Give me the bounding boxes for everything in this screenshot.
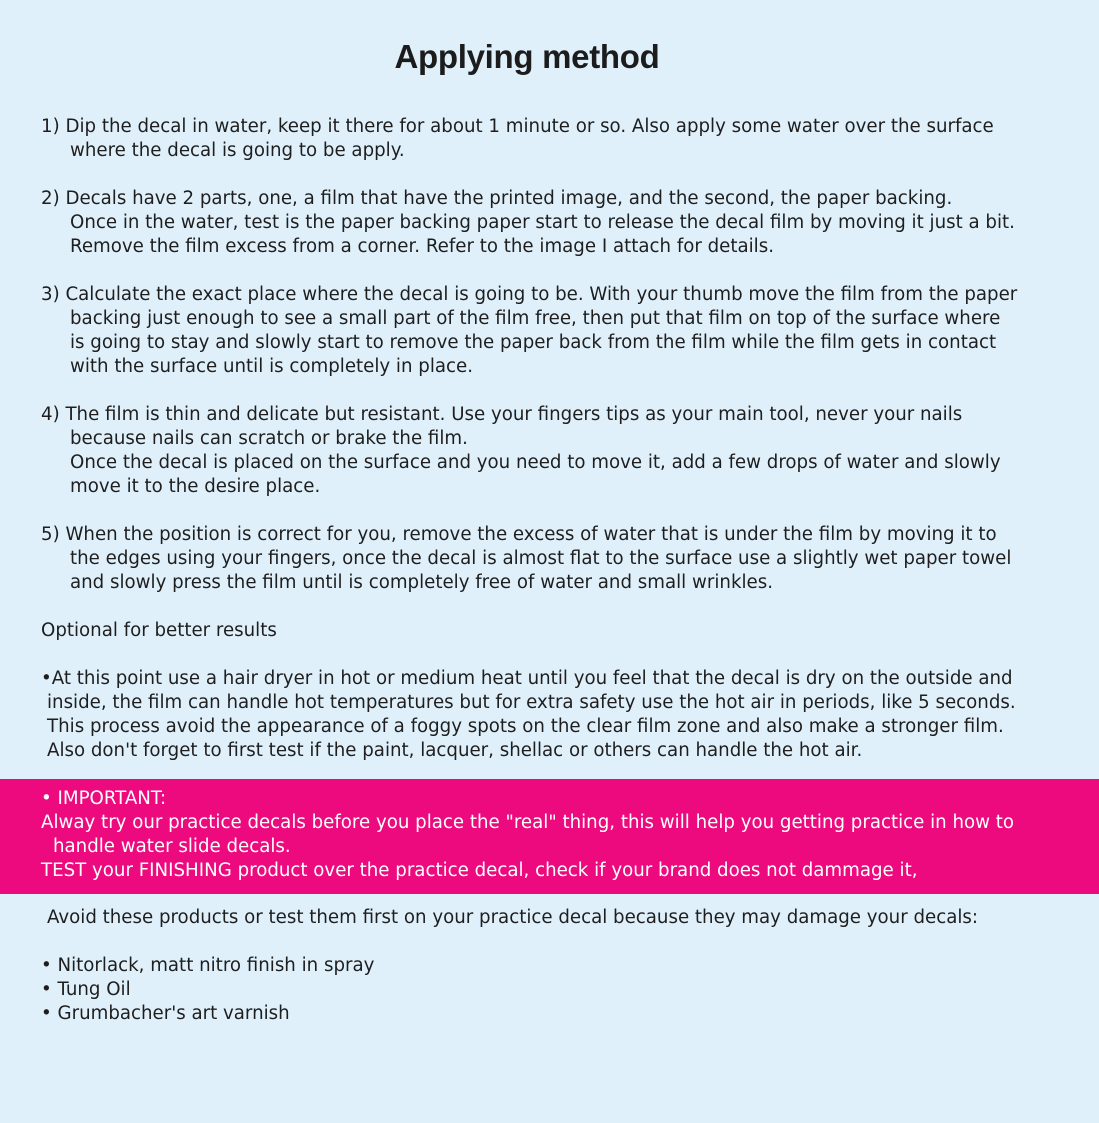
step-line: where the decal is going to be apply.: [70, 140, 405, 161]
step-line: backing just enough to see a small part of the film free, then put that film on top of the surface where: [70, 308, 1001, 329]
avoid-intro: Avoid these products or test them first on your practice decal because they may damage your decals:: [47, 907, 978, 928]
optional-heading: Optional for better results: [41, 620, 277, 641]
important-heading: • IMPORTANT:: [41, 788, 167, 809]
avoid-item: • Grumbacher's art varnish: [41, 1003, 290, 1024]
step-2: [41, 187, 1081, 259]
important-banner: [0, 779, 1099, 894]
tip-line: •At this point use a hair dryer in hot or medium heat until you feel that the decal is dry on the outside and: [41, 668, 1013, 689]
step-line: Once the decal is placed on the surface and you need to move it, add a few drops of water and slowly: [70, 452, 1001, 473]
step-line: Once in the water, test is the paper backing paper start to release the decal film by moving it just a bit.: [70, 212, 1015, 233]
step-line: and slowly press the film until is completely free of water and small wrinkles.: [70, 572, 773, 593]
step-line: 1) Dip the decal in water, keep it there for about 1 minute or so. Also apply some water over the surface: [41, 116, 994, 137]
step-line: 5) When the position is correct for you, remove the excess of water that is under the film by moving it to: [41, 524, 997, 545]
optional-tip: [41, 667, 1081, 763]
tip-line: inside, the film can handle hot temperatures but for extra safety use the hot air in periods, like 5 seconds.: [47, 692, 1016, 713]
step-1: [41, 115, 1081, 163]
step-line: with the surface until is completely in place.: [70, 356, 474, 377]
step-line: because nails can scratch or brake the film.: [70, 428, 468, 449]
important-line: handle water slide decals.: [53, 836, 291, 857]
step-line: 2) Decals have 2 parts, one, a film that have the printed image, and the second, the paper backing.: [41, 188, 953, 209]
step-line: is going to stay and slowly start to remove the paper back from the film while the film gets in contact: [70, 332, 997, 353]
step-4: [41, 403, 1081, 499]
instructions: [41, 115, 1081, 763]
page-title: Applying method: [394, 38, 660, 75]
step-3: [41, 283, 1081, 379]
avoid-item: • Tung Oil: [41, 979, 131, 1000]
step-5: [41, 523, 1081, 595]
important-line: Alway try our practice decals before you place the "real" thing, this will help you getting practice in how to: [41, 812, 1015, 833]
step-line: move it to the desire place.: [70, 476, 321, 497]
step-line: 4) The film is thin and delicate but resistant. Use your fingers tips as your main tool, never your nails: [41, 404, 963, 425]
tip-line: Also don't forget to first test if the paint, lacquer, shellac or others can handle the hot air.: [47, 740, 863, 761]
avoid-section: [41, 906, 1081, 1026]
step-line: 3) Calculate the exact place where the decal is going to be. With your thumb move the film from the paper: [41, 284, 1018, 305]
tip-line: This process avoid the appearance of a foggy spots on the clear film zone and also make a stronger film.: [47, 716, 1004, 737]
step-line: the edges using your fingers, once the decal is almost flat to the surface use a slightly wet paper towel: [70, 548, 1012, 569]
important-line: TEST your FINISHING product over the practice decal, check if your brand does not dammage it,: [41, 860, 918, 881]
avoid-item: • Nitorlack, matt nitro finish in spray: [41, 955, 375, 976]
step-line: Remove the film excess from a corner. Refer to the image I attach for details.: [70, 236, 774, 257]
